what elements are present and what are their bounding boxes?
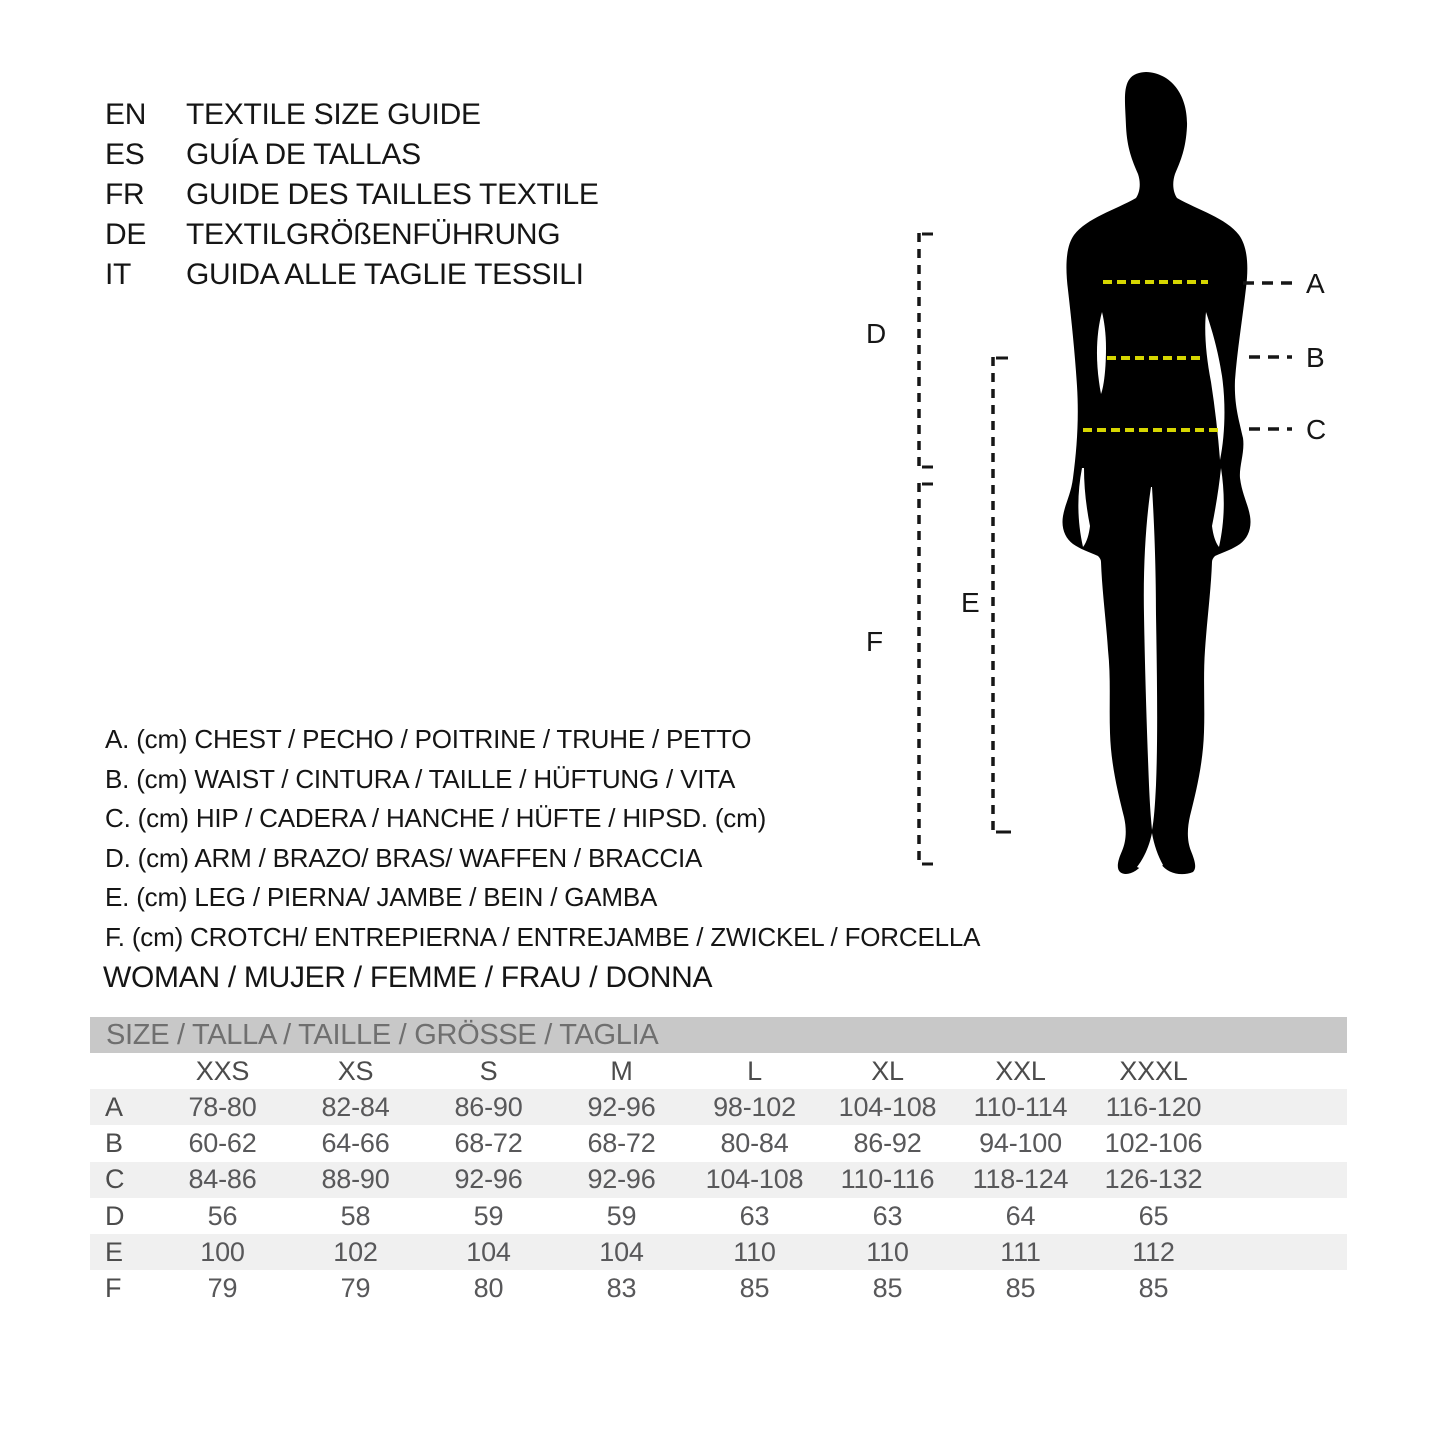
size-value-cell: 68-72 — [454, 1127, 523, 1158]
table-row-hip — [90, 1162, 1347, 1198]
lang-title: GUÍA DE TALLAS — [186, 138, 421, 171]
waist-label: B — [1306, 342, 1325, 373]
filler-cell — [1220, 1234, 1347, 1270]
filler-cell — [1220, 1089, 1347, 1125]
table-row-leg — [90, 1234, 1347, 1270]
size-value-cell: 58 — [340, 1200, 371, 1231]
measurement-definitions — [105, 720, 980, 957]
size-value-cell: 63 — [872, 1200, 903, 1231]
size-value-cell: 78-80 — [188, 1091, 257, 1122]
size-value-cell: 104 — [466, 1236, 511, 1267]
size-value-cell: 98-102 — [713, 1091, 796, 1122]
size-value-cell: 64-66 — [321, 1127, 390, 1158]
table-row-chest — [90, 1089, 1347, 1125]
size-value-cell: 79 — [340, 1273, 371, 1304]
size-value-cell: 56 — [207, 1200, 238, 1231]
size-column-header: S — [479, 1055, 498, 1086]
size-value-cell: 102-106 — [1104, 1127, 1203, 1158]
filler-cell — [1220, 1270, 1347, 1306]
filler-cell — [1220, 1198, 1347, 1234]
size-value-cell: 85 — [739, 1273, 770, 1304]
size-value-cell: 60-62 — [188, 1127, 257, 1158]
lang-title: TEXTILE SIZE GUIDE — [186, 98, 481, 131]
size-value-cell: 104-108 — [838, 1091, 937, 1122]
size-column-header: XXL — [995, 1055, 1046, 1086]
size-table — [90, 1017, 1347, 1307]
size-value-cell: 110-114 — [973, 1091, 1068, 1122]
lang-row-en — [105, 95, 599, 135]
lang-code: DE — [105, 218, 147, 251]
size-column-header: L — [747, 1055, 762, 1086]
size-value-cell: 110-116 — [840, 1164, 935, 1195]
size-value-cell: 94-100 — [979, 1127, 1062, 1158]
size-value-cell: 86-90 — [454, 1091, 523, 1122]
size-value-cell: 110 — [866, 1236, 909, 1267]
lang-row-de — [105, 215, 599, 255]
size-value-cell: 79 — [207, 1273, 238, 1304]
row-label: F — [105, 1273, 122, 1304]
size-value-cell: 80 — [473, 1273, 504, 1304]
measurement-definition: F. (cm) CROTCH/ ENTREPIERNA / ENTREJAMBE / ZWICKEL / FORCELLA — [105, 921, 981, 952]
size-value-cell: 104-108 — [705, 1164, 804, 1195]
size-value-cell: 85 — [1138, 1273, 1169, 1304]
lang-code: EN — [105, 98, 147, 131]
lang-title: GUIDA ALLE TAGLIE TESSILI — [186, 258, 584, 291]
size-column-header: XS — [337, 1055, 374, 1086]
measurement-definition: E. (cm) LEG / PIERNA/ JAMBE / BEIN / GAMBA — [105, 882, 658, 913]
filler-cell — [1220, 1053, 1347, 1089]
arm-label: D — [866, 318, 887, 349]
size-column-header: M — [610, 1055, 633, 1086]
size-value-cell: 112 — [1132, 1236, 1175, 1267]
measurement-definition: D. (cm) ARM / BRAZO/ BRAS/ WAFFEN / BRACCIA — [105, 842, 703, 873]
size-value-cell: 80-84 — [720, 1127, 789, 1158]
chest-label: A — [1306, 268, 1325, 299]
lang-row-fr — [105, 175, 599, 215]
row-label: C — [105, 1164, 125, 1195]
lang-code: FR — [105, 178, 145, 211]
size-value-cell: 102 — [333, 1236, 378, 1267]
size-value-cell: 86-92 — [853, 1127, 922, 1158]
row-label: A — [105, 1091, 123, 1122]
size-value-cell: 85 — [872, 1273, 903, 1304]
table-row-arm — [90, 1198, 1347, 1234]
size-columns-row — [90, 1053, 1347, 1089]
size-table-header: SIZE / TALLA / TAILLE / GRÖSSE / TAGLIA — [90, 1017, 1347, 1053]
size-value-cell: 104 — [599, 1236, 644, 1267]
size-column-header: XL — [871, 1055, 904, 1086]
size-value-cell: 88-90 — [321, 1164, 390, 1195]
row-label: E — [105, 1236, 123, 1267]
measurement-definition: B. (cm) WAIST / CINTURA / TAILLE / HÜFTUNG / VITA — [105, 763, 736, 794]
corner-cell — [90, 1053, 156, 1089]
size-value-cell: 82-84 — [321, 1091, 390, 1122]
size-value-cell: 110 — [733, 1236, 776, 1267]
size-value-cell: 85 — [1005, 1273, 1036, 1304]
size-value-cell: 100 — [200, 1236, 245, 1267]
size-value-cell: 92-96 — [587, 1091, 656, 1122]
measurement-definition: A. (cm) CHEST / PECHO / POITRINE / TRUHE / PETTO — [105, 724, 752, 755]
language-header — [105, 95, 599, 295]
filler-cell — [1220, 1125, 1347, 1161]
lang-title: TEXTILGRÖßENFÜHRUNG — [186, 218, 561, 251]
row-label: B — [105, 1127, 123, 1158]
size-value-cell: 68-72 — [587, 1127, 656, 1158]
table-row-crotch — [90, 1270, 1347, 1306]
size-column-header: XXXL — [1119, 1055, 1188, 1086]
table-row-waist — [90, 1125, 1347, 1161]
size-value-cell: 64 — [1005, 1200, 1036, 1231]
lang-code: IT — [105, 258, 132, 291]
size-value-cell: 65 — [1138, 1200, 1169, 1231]
size-column-header: XXS — [195, 1055, 250, 1086]
leg-label: E — [961, 587, 980, 618]
filler-cell — [1220, 1162, 1347, 1198]
size-value-cell: 92-96 — [454, 1164, 523, 1195]
lang-row-es — [105, 135, 599, 175]
size-value-cell: 84-86 — [188, 1164, 257, 1195]
size-value-cell: 126-132 — [1104, 1164, 1203, 1195]
size-value-cell: 116-120 — [1105, 1091, 1202, 1122]
size-value-cell: 92-96 — [587, 1164, 656, 1195]
lang-row-it — [105, 255, 599, 295]
size-value-cell: 59 — [606, 1200, 637, 1231]
size-value-cell: 63 — [739, 1200, 770, 1231]
hip-label: C — [1306, 414, 1327, 445]
size-table-title: WOMAN / MUJER / FEMME / FRAU / DONNA — [103, 961, 713, 994]
row-label: D — [105, 1200, 125, 1231]
lang-title: GUIDE DES TAILLES TEXTILE — [186, 178, 599, 211]
size-value-cell: 59 — [473, 1200, 504, 1231]
crotch-label: F — [866, 626, 884, 657]
lang-code: ES — [105, 138, 145, 171]
size-value-cell: 118-124 — [972, 1164, 1069, 1195]
size-value-cell: 83 — [606, 1273, 637, 1304]
measurement-definition: C. (cm) HIP / CADERA / HANCHE / HÜFTE / HIPSD. (cm) — [105, 803, 767, 834]
size-value-cell: 111 — [1000, 1236, 1041, 1267]
